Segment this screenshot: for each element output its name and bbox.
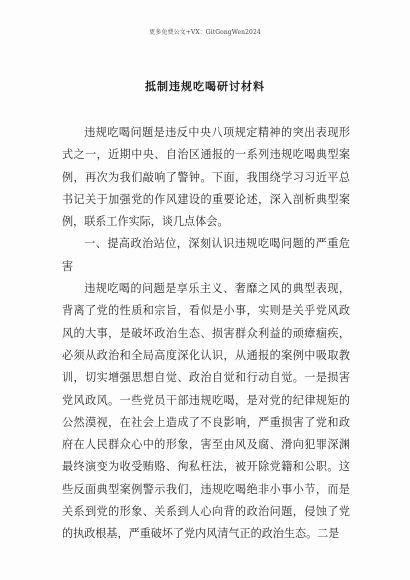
document-body xyxy=(62,122,350,546)
section-heading-1: 一、提高政治站位，深刻认识违规吃喝问题的严重危害 xyxy=(62,237,350,273)
paragraph-intro: 违规吃喝问题是违反中央八项规定精神的突出表现形式之一，近期中央、自治区通报的一系列违规吃喝典型案例，再次为我们敲响了警钟。下面，我围绕学习习近平总书记关于加强党的作风建设的重要论述，深入剖析典型案例，联系工作实际，谈几点体会。 xyxy=(62,126,350,229)
document-title: 抵制违规吃喝研讨材料 xyxy=(145,80,265,93)
paragraph-section-1: 违规吃喝的问题是享乐主义、奢靡之风的典型表现，背离了党的性质和宗旨，看似是小事，实则是关乎党风政风的大事，是破坏政治生态、损害群众利益的顽瘴痼疾，必须从政治和全局高度深化认识，从通报的案例中吸取教训，切实增强思想自觉、政治自觉和行动自觉。一是损害党风政风。一些党员干部违规吃喝，是对党的纪律规矩的公然漠视，在社会上造成了不良影响，严重损害了党和政府在人民群众心中的形象，害至由风及腐、滑向犯罪深渊最终演变为收受贿赂、徇私枉法，被开除党籍和公职。这些反面典型案例警示我们，违规吃喝绝非小事小节，而是关系到党的形象、关系到人心向背的政治问题，侵蚀了党的执政根基，严重破坏了党内风清气正的政治生态。二是 xyxy=(62,282,350,541)
header-note: 更多免费公文+VX：GitGongWen2024 xyxy=(149,29,261,36)
